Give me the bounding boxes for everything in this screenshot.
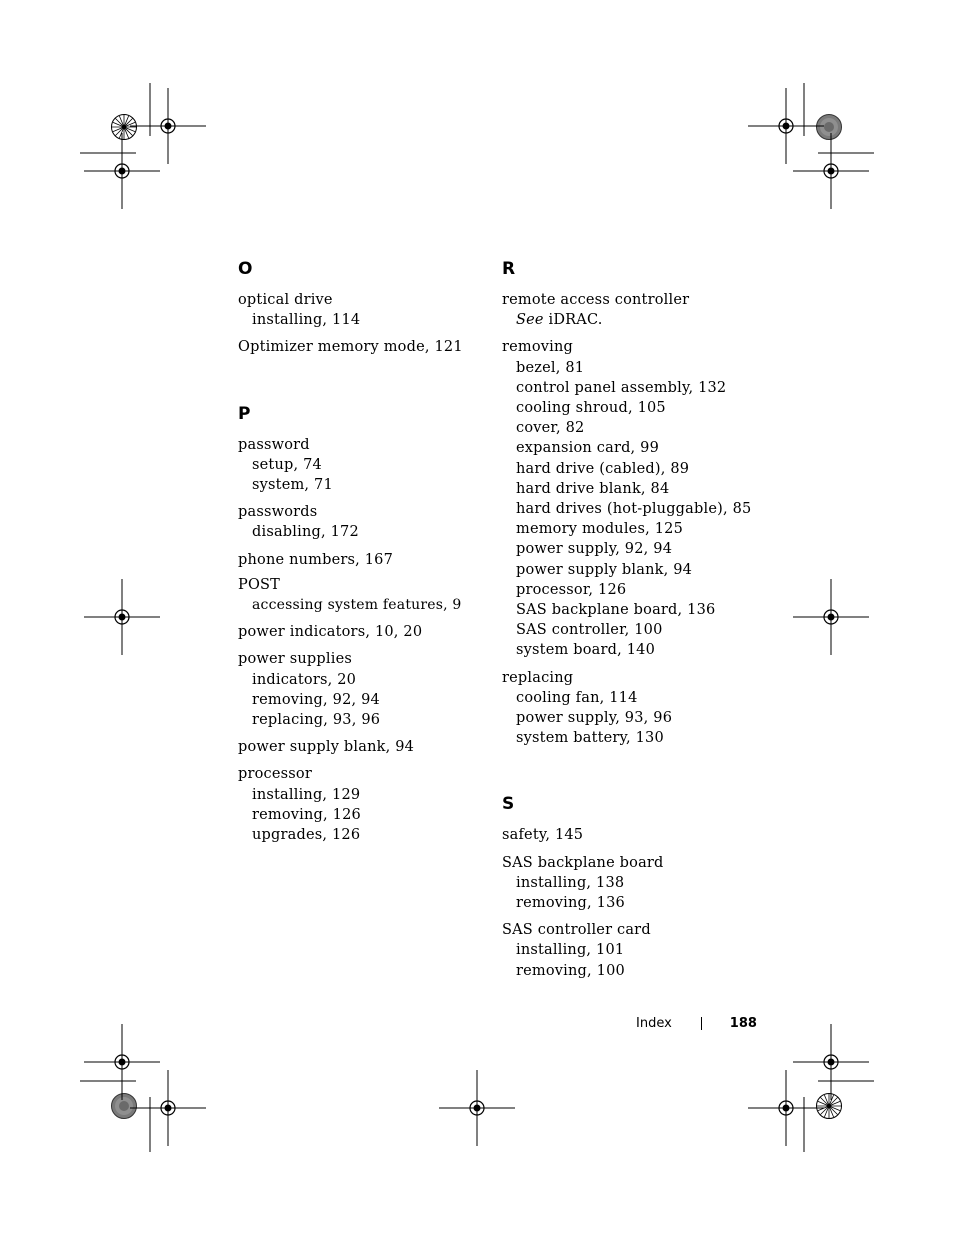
index-subentry: power supply, 93, 96 (516, 710, 673, 727)
index-subentry: removing, 126 (252, 806, 361, 823)
index-entry (238, 337, 478, 357)
index-subentry: SAS controller, 100 (516, 622, 663, 639)
index-subentry: hard drive blank, 84 (516, 480, 670, 497)
see-label: See (516, 312, 544, 329)
index-subentry: installing, 114 (252, 312, 361, 329)
index-subentry: bezel, 81 (516, 359, 585, 376)
index-section-o (238, 256, 478, 358)
index-subentry: expansion card, 99 (516, 440, 660, 457)
section-letter: S (502, 794, 515, 815)
index-subentry: installing, 101 (516, 942, 625, 959)
index-entry (238, 622, 478, 642)
section-letter: P (238, 403, 251, 424)
footer-separator (701, 1017, 702, 1030)
index-entry (502, 920, 762, 981)
index-entry (238, 649, 478, 730)
index-subentry: indicators, 20 (252, 671, 357, 688)
index-subentry: installing, 129 (252, 786, 361, 803)
index-term: power supply blank, 94 (238, 739, 415, 756)
index-subentry: hard drive (cabled), 89 (516, 460, 690, 477)
index-term: remote access controller (502, 292, 690, 308)
index-section-s (502, 791, 762, 980)
see-target: iDRAC. (548, 312, 603, 329)
footer-label: Index (636, 1016, 672, 1031)
index-subentry: hard drives (hot-pluggable), 85 (516, 501, 752, 518)
index-subentry: cooling shroud, 105 (516, 400, 666, 417)
index-term: POST (238, 576, 281, 593)
index-entry (238, 737, 478, 757)
index-subentry: removing, 136 (516, 895, 625, 912)
index-entry (502, 290, 762, 330)
index-subentry: replacing, 93, 96 (252, 712, 381, 729)
index-term: optical drive (238, 292, 333, 308)
index-entry (502, 825, 762, 845)
index-term: passwords (238, 504, 318, 521)
index-term: processor (238, 766, 312, 783)
index-subentry: cover, 82 (516, 420, 585, 437)
index-section-p (238, 401, 478, 846)
index-entry (238, 290, 478, 330)
index-term: safety, 145 (502, 827, 584, 844)
index-subentry: control panel assembly, 132 (516, 379, 727, 396)
index-entry (238, 550, 478, 570)
index-entry (502, 853, 762, 914)
index-term: SAS backplane board (502, 854, 664, 871)
index-entry (238, 435, 478, 496)
index-term: removing (502, 339, 574, 356)
page-number: 188 (729, 1016, 757, 1031)
index-subentry: system, 71 (252, 477, 333, 494)
index-entry (238, 764, 478, 845)
page-footer (636, 1016, 757, 1031)
index-subentry: system battery, 130 (516, 730, 664, 747)
index-subentry: upgrades, 126 (252, 827, 361, 844)
index-term: Optimizer memory mode, 121 (238, 339, 463, 356)
index-subentry: accessing system features, 9 (252, 597, 462, 614)
index-subentry: power supply, 92, 94 (516, 541, 673, 558)
index-section-r (502, 256, 762, 748)
index-subentry: processor, 126 (516, 581, 627, 598)
index-term: phone numbers, 167 (238, 551, 394, 568)
section-letter: O (238, 259, 253, 279)
index-term: power indicators, 10, 20 (238, 624, 423, 641)
index-subentry: removing, 92, 94 (252, 691, 380, 708)
index-subentry: installing, 138 (516, 874, 625, 891)
index-subentry: setup, 74 (252, 456, 322, 473)
index-entry (502, 337, 762, 660)
index-subentry: power supply blank, 94 (516, 561, 693, 578)
index-term: replacing (502, 669, 574, 686)
index-entry (238, 502, 478, 542)
index-subentry: system board, 140 (516, 642, 656, 659)
index-column-right (502, 256, 762, 1015)
section-letter: R (502, 259, 516, 279)
index-term: password (238, 436, 310, 453)
index-column-left (238, 256, 478, 879)
index-subentry: removing, 100 (516, 962, 625, 979)
index-term: SAS controller card (502, 922, 651, 939)
index-entry (238, 575, 478, 615)
index-subentry: disabling, 172 (252, 524, 359, 541)
index-entry (502, 668, 762, 749)
index-subentry: memory modules, 125 (516, 521, 683, 538)
index-subentry: cooling fan, 114 (516, 689, 638, 706)
index-subentry: SAS backplane board, 136 (516, 602, 716, 619)
index-term: power supplies (238, 651, 352, 668)
index-see-reference (502, 310, 762, 330)
